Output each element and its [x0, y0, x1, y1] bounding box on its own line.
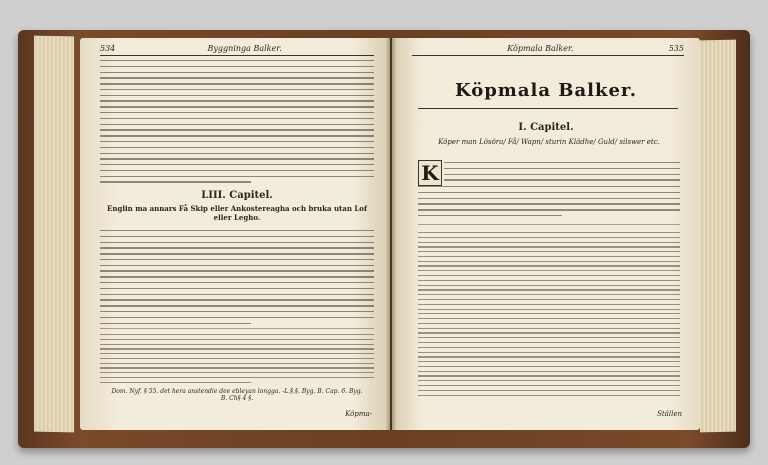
text-line [100, 276, 374, 277]
text-line [100, 100, 374, 101]
text-line [418, 328, 680, 329]
text-line [418, 251, 680, 252]
text-line [444, 162, 680, 163]
text-line [418, 203, 680, 204]
left-head-rule [100, 55, 374, 56]
text-line [418, 237, 680, 238]
text-line [418, 318, 680, 319]
text-line [418, 270, 680, 271]
text-line [444, 179, 680, 180]
text-line [100, 372, 374, 373]
text-line [100, 158, 374, 159]
text-line [418, 261, 680, 262]
text-line [100, 382, 251, 383]
text-line [418, 215, 562, 216]
text-line [418, 198, 680, 199]
text-line [418, 323, 680, 324]
text-line [418, 299, 680, 300]
text-line [418, 246, 680, 247]
text-line [418, 352, 680, 353]
text-line [100, 242, 374, 243]
text-line [418, 356, 680, 357]
right-chapter-subtitle: Köper man Lösöra/ Få/ Wapn/ sturin Klädhe/ Guld/ silswer etc. [438, 138, 660, 146]
text-line [100, 317, 374, 318]
left-page [80, 38, 390, 430]
text-line [418, 375, 680, 376]
text-line [100, 176, 374, 177]
text-line [418, 232, 680, 233]
text-line [100, 72, 374, 73]
text-line [100, 377, 374, 378]
text-line [100, 358, 374, 359]
left-page-number: 534 [100, 44, 116, 53]
text-line [100, 60, 374, 61]
text-line [418, 256, 680, 257]
text-line [418, 366, 680, 367]
text-line [418, 289, 680, 290]
right-running-head [412, 44, 684, 53]
left-note-rule [100, 328, 374, 329]
text-line [100, 353, 374, 354]
text-line [418, 186, 680, 187]
text-line [100, 164, 374, 165]
text-line [100, 294, 374, 295]
right-running-title: Köpmala Balker. [507, 44, 574, 53]
text-line [100, 253, 374, 254]
text-line [100, 270, 374, 271]
text-line [100, 181, 251, 182]
text-line [100, 129, 374, 130]
text-line [444, 168, 680, 169]
text-line [418, 280, 680, 281]
text-line [100, 367, 374, 368]
dropcap-letter: K [418, 160, 442, 186]
left-running-title: Byggninga Balker. [207, 44, 282, 53]
text-line [418, 294, 680, 295]
right-page [392, 38, 700, 430]
right-note-rule [418, 224, 680, 225]
text-line [100, 153, 374, 154]
text-line [100, 230, 374, 231]
left-chapter-subtitle: Englin ma annars Få Skip eller Ankostereagha och bruka utan Lof eller Legho. [107, 204, 367, 222]
left-footer-text: Dom. Nyf. § 55. det hera anstendie dee ebleyan longga. -L.§.§. Byg. B. Cap. 6. Byg. B. Ch§ 4 §. [111, 388, 363, 402]
text-line [100, 118, 374, 119]
text-line [418, 395, 680, 396]
right-catchword: Ställen [657, 410, 682, 418]
text-line [418, 347, 680, 348]
text-line [100, 83, 374, 84]
left-notes-block [100, 334, 374, 387]
text-line [100, 106, 374, 107]
right-page-number: 535 [668, 44, 684, 53]
text-line [418, 265, 680, 266]
left-catchword: Köpma- [345, 410, 372, 418]
text-line [418, 361, 680, 362]
right-notes-block [418, 232, 680, 399]
text-line [418, 385, 680, 386]
text-line [100, 299, 374, 300]
left-chapter-title: LIII. Capitel. [201, 190, 273, 201]
right-intro-block-b [418, 186, 680, 221]
left-text-block-top [100, 60, 374, 187]
text-line [418, 285, 680, 286]
left-running-head [100, 44, 374, 53]
text-line [100, 247, 374, 248]
right-title-rule [418, 108, 678, 109]
text-line [100, 344, 374, 345]
text-line [418, 304, 680, 305]
text-line [100, 339, 374, 340]
text-line [100, 311, 374, 312]
text-line [100, 124, 374, 125]
text-line [100, 305, 374, 306]
right-page-edges [700, 40, 736, 433]
text-line [418, 390, 680, 391]
text-line [418, 209, 680, 210]
text-line [418, 342, 680, 343]
text-line [100, 282, 374, 283]
text-line [100, 259, 374, 260]
right-intro-block-a [444, 162, 680, 185]
text-line [418, 371, 680, 372]
text-line [100, 112, 374, 113]
text-line [100, 141, 374, 142]
text-line [418, 309, 680, 310]
text-line [418, 380, 680, 381]
left-text-block-main [100, 230, 374, 328]
text-line [100, 170, 374, 171]
text-line [100, 265, 374, 266]
text-line [100, 363, 374, 364]
text-line [418, 332, 680, 333]
text-line [100, 135, 374, 136]
text-line [100, 95, 374, 96]
text-line [444, 174, 680, 175]
text-line [100, 89, 374, 90]
text-line [100, 288, 374, 289]
text-line [100, 334, 374, 335]
right-chapter-title: I. Capitel. [518, 122, 574, 133]
text-line [418, 242, 680, 243]
right-head-rule [412, 55, 684, 56]
right-main-title: Köpmala Balker. [454, 80, 638, 101]
book-gutter [386, 38, 396, 430]
left-page-edges [34, 36, 74, 433]
text-line [100, 348, 374, 349]
text-line [418, 275, 680, 276]
text-line [418, 337, 680, 338]
text-line [100, 147, 374, 148]
text-line [418, 313, 680, 314]
text-line [100, 236, 374, 237]
text-line [100, 66, 374, 67]
text-line [100, 323, 251, 324]
text-line [418, 192, 680, 193]
text-line [100, 77, 374, 78]
